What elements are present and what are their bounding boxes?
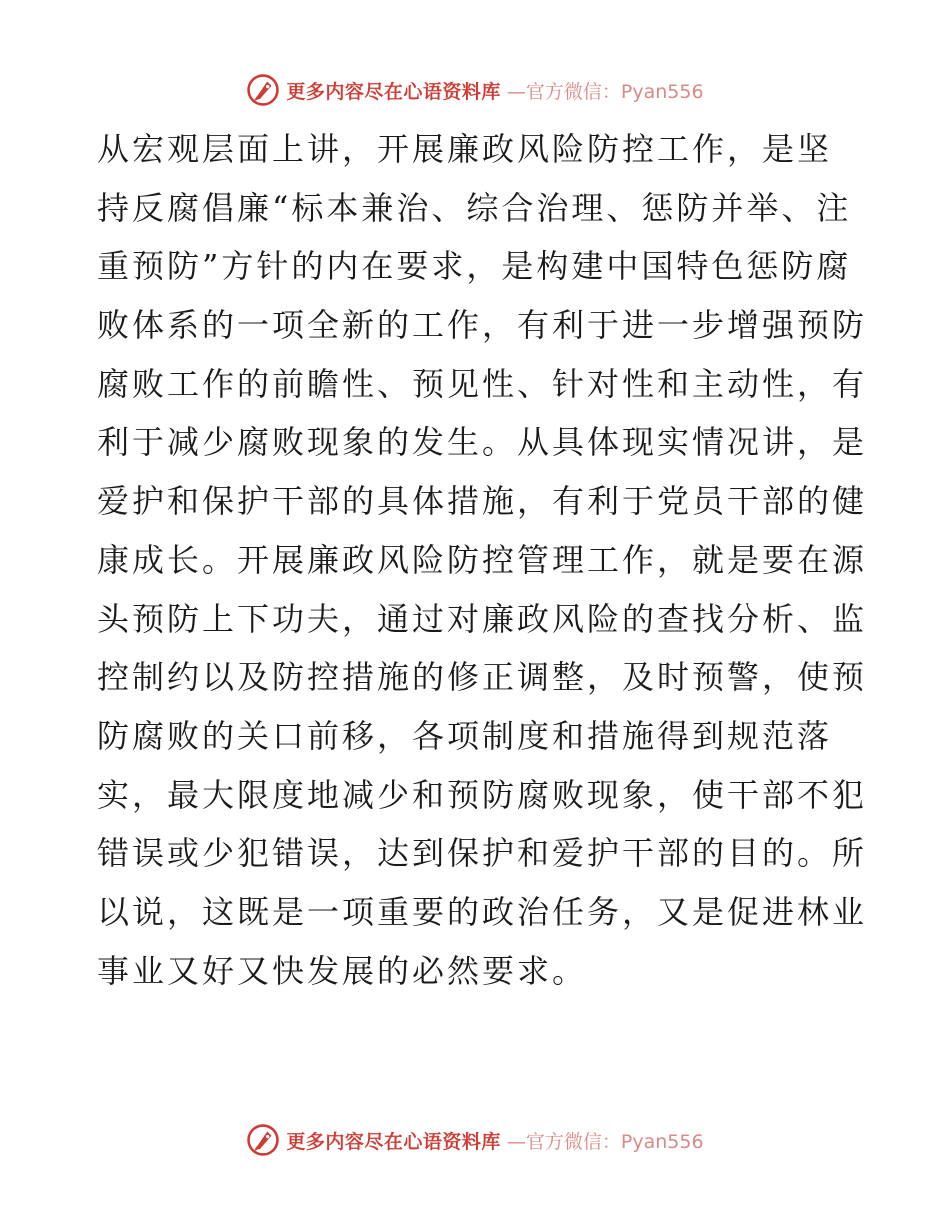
pen-nib-logo-icon [246, 1123, 280, 1157]
banner-title: 更多内容尽在心语资料库 [286, 1130, 501, 1153]
footer-banner [0, 1120, 950, 1160]
paragraph-line: 错误或少犯错误，达到保护和爱护干部的目的。所 [97, 834, 868, 873]
paragraph-line: 以说，这既是一项重要的政治任务，又是促进林业 [97, 892, 868, 931]
paragraph-line: 事业又好又快发展的必然要求。 [97, 951, 588, 990]
banner-wechat-id: —官方微信：Pyan556 [506, 80, 704, 103]
pen-nib-logo-icon [246, 73, 280, 107]
banner-wechat-id: —官方微信：Pyan556 [506, 1130, 704, 1153]
paragraph-line: 控制约以及防控措施的修正调整，及时预警，使预 [97, 658, 868, 697]
paragraph-line: 实，最大限度地减少和预防腐败现象，使干部不犯 [97, 775, 868, 814]
paragraph-line: 腐败工作的前瞻性、预见性、针对性和主动性，有 [97, 364, 868, 403]
paragraph-line: 从宏观层面上讲，开展廉政风险防控工作，是坚 [97, 130, 833, 168]
paragraph-line: 头预防上下功夫，通过对廉政风险的查找分析、监 [97, 599, 868, 638]
banner-title: 更多内容尽在心语资料库 [286, 80, 501, 103]
paragraph-line: 利于减少腐败现象的发生。从具体现实情况讲，是 [97, 423, 868, 462]
paragraph-line: 败体系的一项全新的工作，有利于进一步增强预防 [97, 306, 868, 345]
paragraph-line: 持反腐倡廉“标本兼治、综合治理、惩防并举、注 [97, 188, 852, 227]
paragraph-line: 爱护和保护干部的具体措施，有利于党员干部的健 [97, 482, 868, 521]
paragraph-line: 康成长。开展廉政风险防控管理工作，就是要在源 [97, 540, 868, 579]
header-banner [0, 70, 950, 110]
paragraph-line: 防腐败的关口前移，各项制度和措施得到规范落 [97, 716, 833, 755]
paragraph-line: 重预防”方针的内在要求，是构建中国特色惩防腐 [97, 247, 852, 286]
document-paragraph [97, 120, 868, 1000]
